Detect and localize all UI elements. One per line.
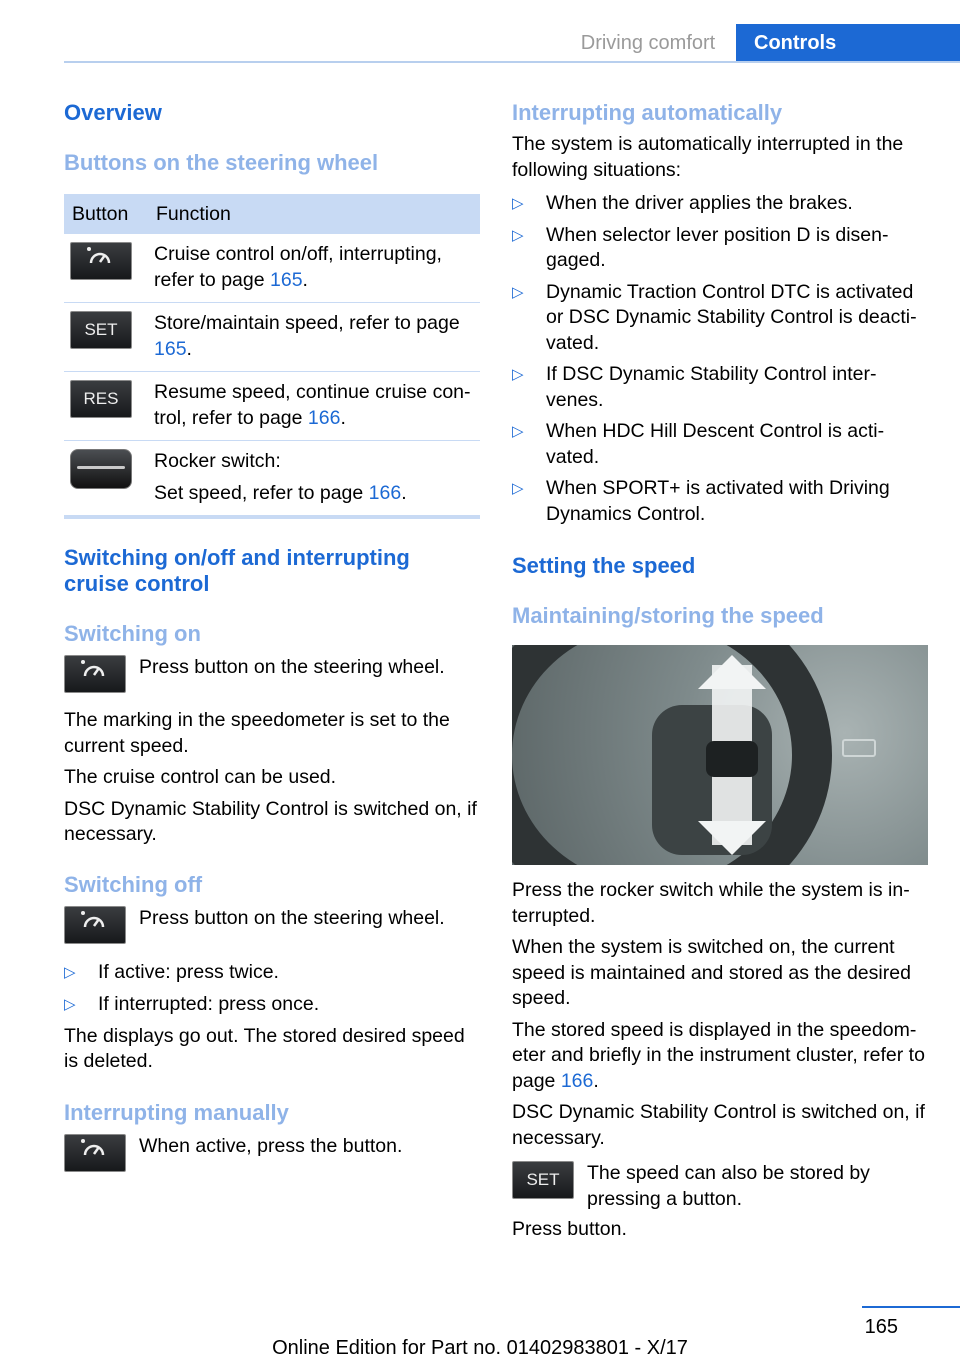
paragraph: DSC Dynamic Stability Control is switched on, if necessary. [512, 1101, 925, 1149]
page-link[interactable]: 166 [307, 406, 341, 429]
page-number: 165 [864, 1316, 898, 1338]
table-row [64, 372, 480, 441]
table-row [64, 234, 480, 303]
cruise-control-icon [64, 655, 126, 693]
rocker-title: Rocker switch: [154, 450, 281, 472]
list-item: ▷ If DSC Dynamic Stability Control inter‐venes. [512, 362, 928, 413]
cruise-control-icon [70, 242, 132, 280]
buttons-heading: Buttons on the steering wheel [64, 150, 379, 175]
row-text: Cruise control on/off, interrupting, refer to page [154, 243, 442, 291]
paragraph: The system is automatically interrupted in the following situations: [512, 133, 904, 181]
overview-heading: Overview [64, 100, 162, 125]
list-item: ▷ If active: press twice. [64, 960, 480, 986]
paragraph [512, 1018, 928, 1095]
paragraph: The marking in the speedometer is set to the current speed. [64, 709, 450, 757]
setting-speed-heading: Setting the speed [512, 553, 696, 578]
paragraph: Press the rocker switch while the system is in‐terrupted. [512, 879, 910, 927]
switching-off-heading: Switching off [64, 871, 203, 897]
list-item: ▷ When HDC Hill Descent Control is acti‐vated. [512, 419, 928, 470]
row-text: Set speed, refer to page [154, 481, 369, 504]
set-button-icon: SET [70, 311, 132, 349]
header-chapter: Controls [736, 24, 960, 62]
switch-off-list [64, 960, 480, 1018]
switching-on-heading: Switching on [64, 621, 201, 646]
footer-rule [862, 1306, 960, 1308]
res-button-icon: RES [70, 380, 132, 418]
header-rule [64, 61, 960, 63]
header-section: Driving comfort [560, 24, 736, 62]
list-item: ▷ When selector lever position D is disen‐gaged. [512, 223, 928, 274]
switch-off-row [64, 906, 480, 946]
page-link[interactable]: 166 [560, 1069, 594, 1092]
list-item: ▷ When the driver applies the brakes. [512, 191, 928, 217]
steering-wheel-photo [512, 645, 928, 865]
cruise-control-icon [64, 906, 126, 944]
buttons-table [64, 194, 480, 519]
paragraph: Press button. [512, 1218, 627, 1240]
row-text: Store/maintain speed, refer to page [154, 312, 460, 334]
row-text-end: . [401, 481, 407, 504]
interrupting-automatically-heading: Interrupting automatically [512, 100, 783, 125]
paragraph: DSC Dynamic Stability Control is switched on, if necessary. [64, 797, 477, 845]
auto-list [512, 191, 928, 527]
arrow-down-icon [698, 821, 766, 855]
table-row [64, 441, 480, 518]
row-text: Resume speed, continue cruise con‐trol, refer to page [154, 381, 471, 429]
manual-row [64, 1134, 480, 1174]
list-item: ▷ If interrupted: press once. [64, 992, 480, 1018]
switch-heading: Switching on/off and interrupting cruise control [64, 545, 410, 596]
right-column [512, 100, 928, 1243]
set-button-icon: SET [512, 1161, 574, 1199]
paragraph-text: The stored speed is displayed in the speedom‐eter and briefly in the instrument cluster, refer to page [512, 1018, 925, 1092]
row-text-end: . [302, 268, 308, 291]
horn-icon [842, 739, 876, 757]
arrow-up-icon [698, 655, 766, 689]
col-function-header: Function [148, 194, 480, 234]
col-button-header: Button [64, 194, 148, 234]
list-item: ▷ Dynamic Traction Control DTC is activated or DSC Dynamic Stability Control is deacti‐vated. [512, 280, 928, 357]
interrupting-manually-heading: Interrupting manually [64, 1099, 289, 1125]
list-item: ▷ When SPORT+ is activated with Driving Dynamics Control. [512, 476, 928, 527]
set-row [512, 1161, 928, 1213]
page-link[interactable]: 165 [154, 337, 187, 360]
paragraph: The cruise control can be used. [64, 766, 337, 788]
left-column [64, 100, 480, 1174]
rocker-switch-icon [70, 449, 132, 489]
paragraph-text-end: . [593, 1069, 599, 1092]
manual-text: When active, press the button. [139, 1134, 403, 1157]
table-row [64, 303, 480, 372]
cruise-control-icon [64, 1134, 126, 1172]
maintaining-speed-heading: Maintaining/storing the speed [512, 603, 824, 628]
switch-off-text: Press button on the steering wheel. [139, 906, 445, 929]
page-link[interactable]: 166 [368, 481, 402, 504]
set-text: The speed can also be stored by pressing a button. [587, 1162, 870, 1210]
switch-on-text: Press button on the steering wheel. [139, 656, 445, 678]
paragraph: The displays go out. The stored desired speed is deleted. [64, 1024, 465, 1072]
row-text-end: . [186, 337, 192, 360]
paragraph: When the system is switched on, the current speed is maintained and stored as the desired speed. [512, 936, 911, 1009]
rocker-switch-icon [706, 741, 758, 777]
row-text-end: . [340, 406, 346, 429]
page-link[interactable]: 165 [270, 268, 303, 291]
switch-on-row [64, 655, 480, 695]
edition-text: Online Edition for Part no. 01402983801 - X/17 [272, 1337, 688, 1359]
